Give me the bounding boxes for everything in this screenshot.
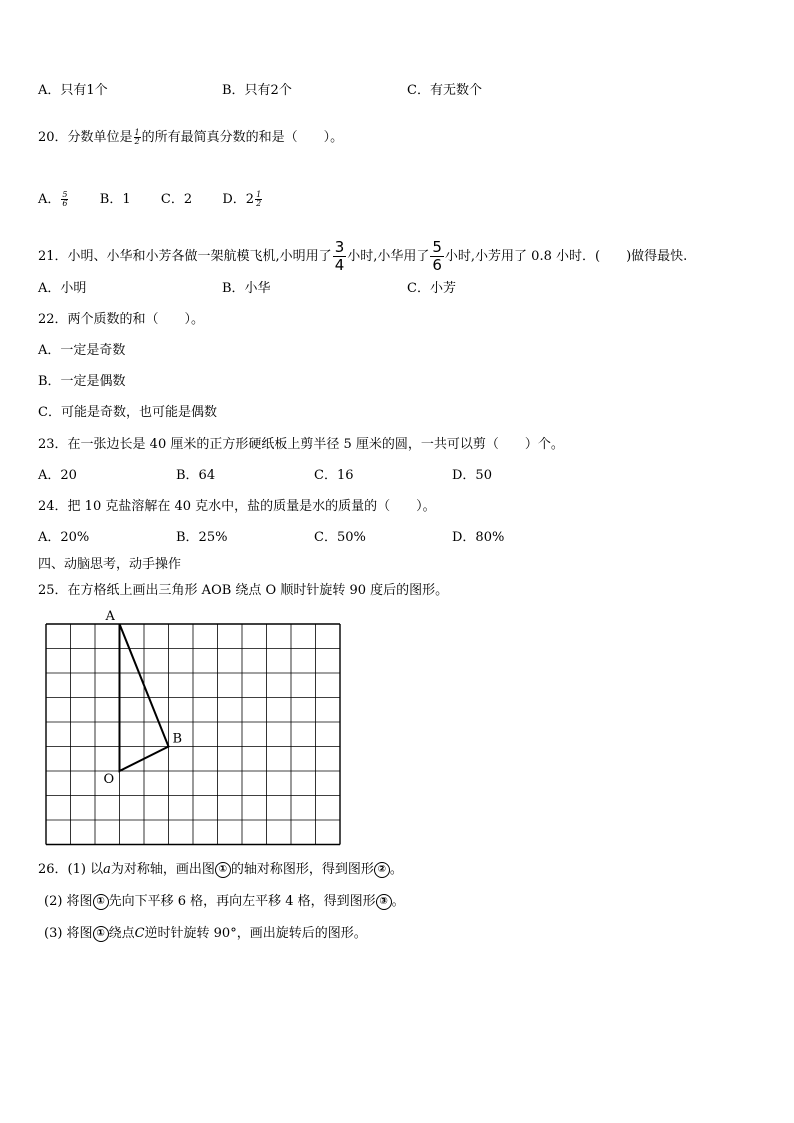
q20-suffix: 的所有最简真分数的和是（ ）。 xyxy=(141,130,344,145)
grid-lines xyxy=(46,624,340,845)
axis-a-symbol: a xyxy=(103,862,111,877)
q21-text-1: 21．小明、小华和小芳各做一架航模飞机,小明用了 xyxy=(38,249,332,264)
figure-1-marker: ① xyxy=(215,862,231,878)
q20-options xyxy=(38,191,263,209)
q26-part-2: (2) 将图 ① 先向下平移 6 格，再向左平移 4 格，得到图形 ③ 。 xyxy=(44,894,405,909)
q20-unit-num: 1 xyxy=(134,128,140,137)
q23-option-b: B．64 xyxy=(176,468,216,483)
q21-stem xyxy=(38,240,687,273)
q21-fraction-1: $\frac{3}{4}$ xyxy=(334,238,345,274)
q26-part-3: (3) 将图 ① 绕点C逆时针旋转 90°，画出旋转后的图形。 xyxy=(44,926,367,941)
q23-stem: 23．在一张边长是 40 厘米的正方形硬纸板上剪半径 5 厘米的圆，一共可以剪（ ）个。 xyxy=(38,437,564,452)
figure-3-marker: ③ xyxy=(376,894,392,910)
figure-1-marker: ① xyxy=(93,926,109,942)
q20-option-a-fraction: $\frac{5}{6}$ xyxy=(62,190,68,208)
q21-option-b: B．小华 xyxy=(222,281,271,296)
figure-1-marker: ① xyxy=(93,894,109,910)
q20-option-b: B．1 xyxy=(99,192,131,207)
q25-grid-figure xyxy=(44,609,340,844)
q25-stem: 25．在方格纸上画出三角形 AOB 绕点 O 顺时针旋转 90 度后的图形。 xyxy=(38,583,449,598)
q21-fraction-2: $\frac{5}{6}$ xyxy=(432,238,442,274)
point-c-symbol: C xyxy=(134,926,145,941)
q24-stem: 24．把 10 克盐溶解在 40 克水中，盐的质量是水的质量的（ ）。 xyxy=(38,499,436,514)
q24-option-d: D．80% xyxy=(452,530,505,545)
q23-option-c: C．16 xyxy=(314,468,354,483)
label-o: O xyxy=(103,772,115,787)
q20-option-d: D．2 $\frac{1}{2}$ xyxy=(222,190,262,208)
q20-option-d-fraction: $\frac{1}{2}$ xyxy=(256,190,262,208)
q19-option-c: C．有无数个 xyxy=(407,83,482,98)
q22-stem: 22．两个质数的和（ ）。 xyxy=(38,312,205,327)
q21-text-2: 小时,小华用了 xyxy=(347,249,430,264)
q22-option-c: C．可能是奇数，也可能是偶数 xyxy=(38,405,217,420)
q25-grid-svg xyxy=(44,609,340,844)
q22-option-b: B．一定是偶数 xyxy=(38,374,126,389)
q20-unit-fraction xyxy=(134,129,141,146)
label-b: B xyxy=(172,731,183,747)
q21-option-c: C．小芳 xyxy=(407,281,456,296)
q20-unit-den: 2 xyxy=(134,137,140,146)
q24-option-b: B．25% xyxy=(176,530,228,545)
q23-option-a: A．20 xyxy=(38,468,77,483)
label-a: A xyxy=(105,609,115,624)
section-heading: 四、动脑思考，动手操作 xyxy=(38,557,182,572)
q19-option-a: A．只有1个 xyxy=(38,83,108,98)
figure-2-marker: ② xyxy=(374,862,390,878)
q20-prefix: 20．分数单位是 xyxy=(38,130,133,145)
q20-option-a: A． $\frac{5}{6}$ xyxy=(38,190,68,208)
q23-option-d: D．50 xyxy=(452,468,492,483)
q21-text-3: 小时,小芳用了 0.8 小时．( )做得最快. xyxy=(444,249,688,264)
q24-option-a: A．20% xyxy=(38,530,90,545)
q21-option-a: A．小明 xyxy=(38,281,87,296)
q24-option-c: C．50% xyxy=(314,530,366,545)
q19-option-b: B．只有2个 xyxy=(222,83,292,98)
q26-part-1: 26．(1) 以a为对称轴，画出图 ① 的轴对称图形，得到图形 ② 。 xyxy=(38,862,403,877)
q20-stem xyxy=(38,129,343,147)
q20-option-c: C．2 xyxy=(160,192,193,207)
q22-option-a: A．一定是奇数 xyxy=(38,343,126,358)
